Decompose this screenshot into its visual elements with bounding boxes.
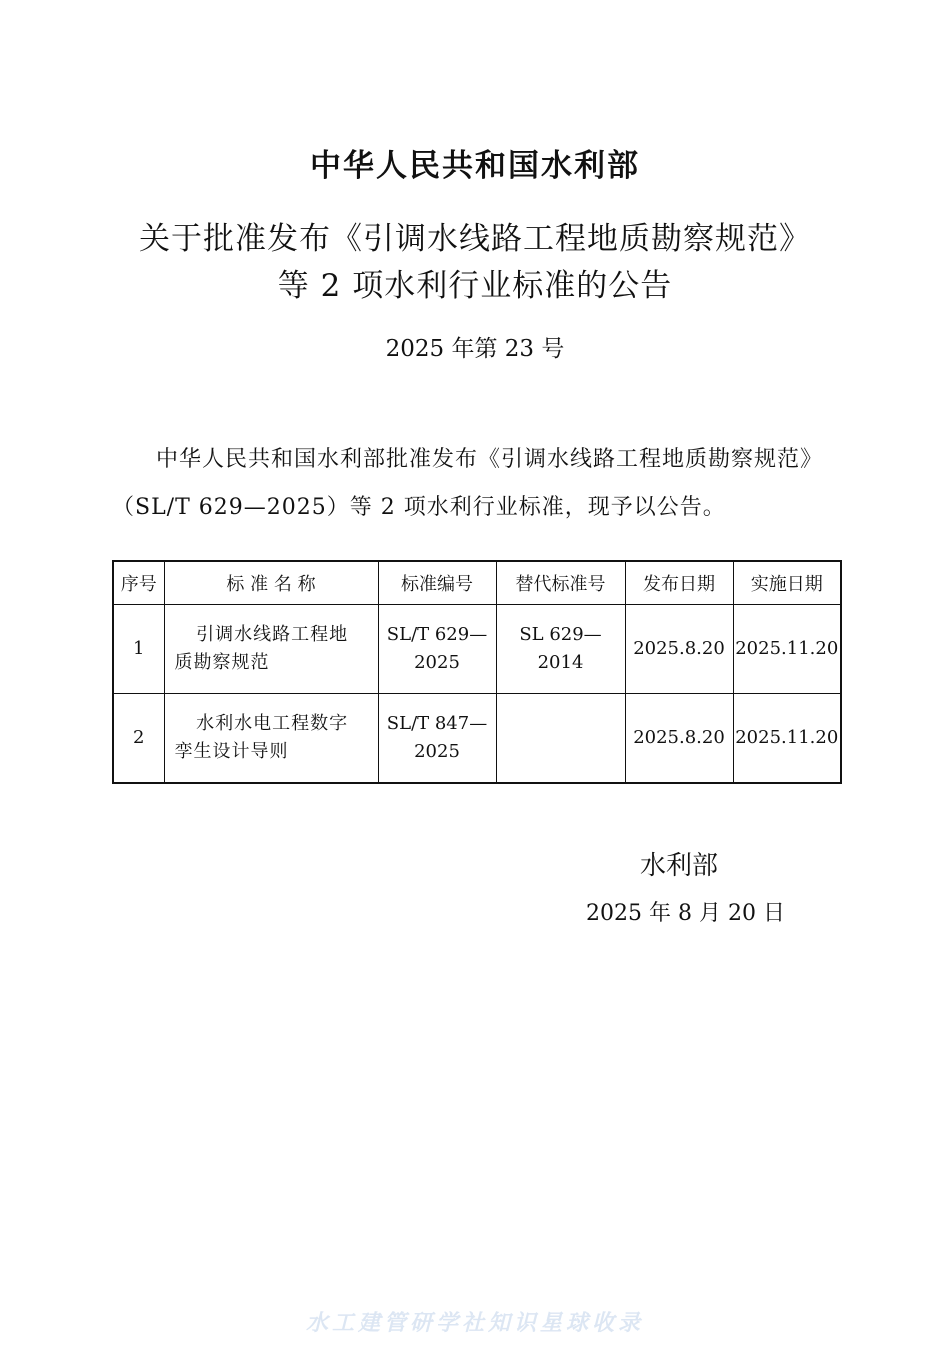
cell-serial: 2 [113,694,164,784]
cell-replaced-code: SL 629—2014 [496,605,625,694]
cell-standard-name [164,694,378,784]
standard-name-line1: 引调水线路工程地 [196,624,349,645]
standard-name-line2: 孪生设计导则 [174,741,289,762]
watermark-text: 水工建管研学社知识星球收录 [305,1310,644,1336]
standards-table [112,560,842,784]
cell-serial: 1 [113,605,164,694]
cell-effective-date: 2025.11.20 [733,694,841,784]
cell-publish-date: 2025.8.20 [625,694,733,784]
announcement-title-line2: 等 2 项水利行业标准的公告 [277,268,673,304]
cell-standard-name [164,605,378,694]
table-row [113,605,841,694]
header-replaced-code: 替代标准号 [496,561,625,605]
standard-code-line1: SL/T 847— [386,713,488,734]
header-effective-date: 实施日期 [733,561,841,605]
table-row [113,694,841,784]
standard-code-line2: 2025 [414,652,460,673]
standard-code-line1: SL/T 629— [386,624,488,645]
cell-standard-code [378,694,496,784]
standard-name-line1: 水利水电工程数字 [196,713,349,734]
header-publish-date: 发布日期 [625,561,733,605]
issuer-heading: 中华人民共和国水利部 [310,148,640,184]
cell-effective-date: 2025.11.20 [733,605,841,694]
standard-code-line2: 2025 [414,741,460,762]
cell-publish-date: 2025.8.20 [625,605,733,694]
header-serial: 序号 [113,561,164,605]
signature-organization: 水利部 [640,851,719,881]
cell-replaced-code [496,694,625,784]
signature-date: 2025 年 8 月 20 日 [586,901,785,926]
document-number: 2025 年第 23 号 [385,336,565,362]
header-standard-name: 标 准 名 称 [164,561,378,605]
announcement-body: 中华人民共和国水利部批准发布《引调水线路工程地质勘察规范》（SL/T 629—2025）等 2 项水利行业标准，现予以公告。 [112,447,824,520]
standard-name-line2: 质勘察规范 [174,652,270,673]
table-header-row [113,561,841,605]
cell-standard-code [378,605,496,694]
announcement-title-line1: 关于批准发布《引调水线路工程地质勘察规范》 [139,221,811,257]
header-standard-code: 标准编号 [378,561,496,605]
